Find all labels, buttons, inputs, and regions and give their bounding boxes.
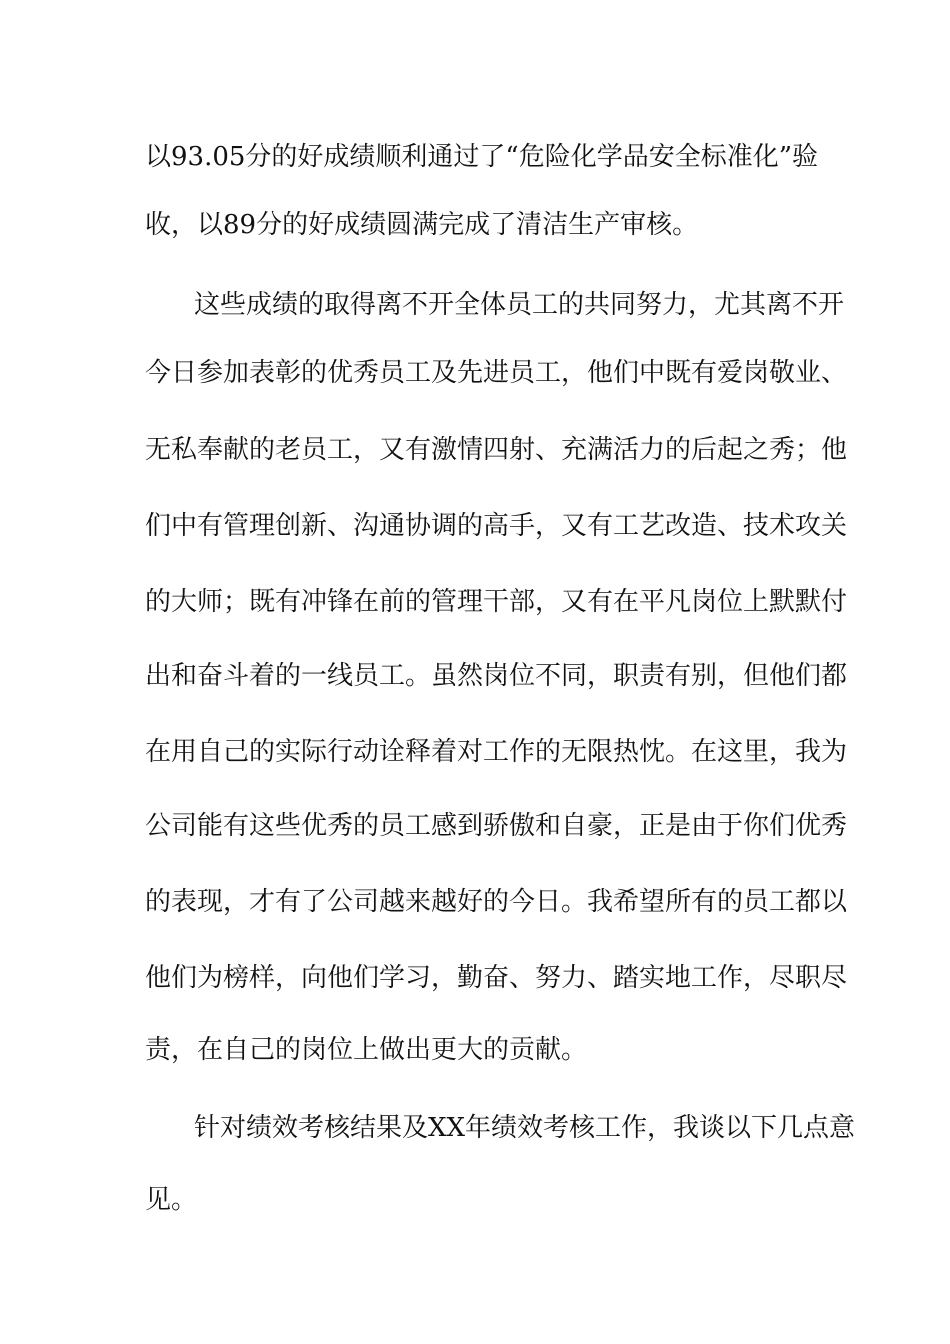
paragraph-line: 今日参加表彰的优秀员工及先进员工，他们中既有爱岗敬业、	[145, 358, 848, 388]
paragraph-line: 收，以89分的好成绩圆满完成了清洁生产审核。	[145, 210, 699, 240]
paragraph-line: 无私奉献的老员工，又有激情四射、充满活力的后起之秀；他	[145, 435, 848, 465]
paragraph-line: 责，在自己的岗位上做出更大的贡献。	[145, 1035, 588, 1065]
paragraph-line: 的表现，才有了公司越来越好的今日。我希望所有的员工都以	[145, 887, 848, 917]
paragraph-line: 的大师；既有冲锋在前的管理干部，又有在平凡岗位上默默付	[145, 587, 848, 617]
paragraph-line: 针对绩效考核结果及XX年绩效考核工作，我谈以下几点意	[194, 1113, 856, 1143]
paragraph-line: 以93.05分的好成绩顺利通过了“危险化学品安全标准化”验	[145, 142, 819, 172]
paragraph-line: 出和奋斗着的一线员工。虽然岗位不同，职责有别，但他们都	[145, 661, 848, 691]
paragraph-line: 见。	[145, 1185, 198, 1215]
paragraph-line: 他们为榜样，向他们学习，勤奋、努力、踏实地工作，尽职尽	[145, 963, 848, 993]
paragraph-line: 公司能有这些优秀的员工感到骄傲和自豪，正是由于你们优秀	[145, 811, 848, 841]
paragraph-line: 这些成绩的取得离不开全体员工的共同努力，尤其离不开	[194, 290, 845, 320]
paragraph-line: 在用自己的实际行动诠释着对工作的无限热忱。在这里，我为	[145, 737, 848, 767]
paragraph-line: 们中有管理创新、沟通协调的高手，又有工艺改造、技术攻关	[145, 511, 848, 541]
